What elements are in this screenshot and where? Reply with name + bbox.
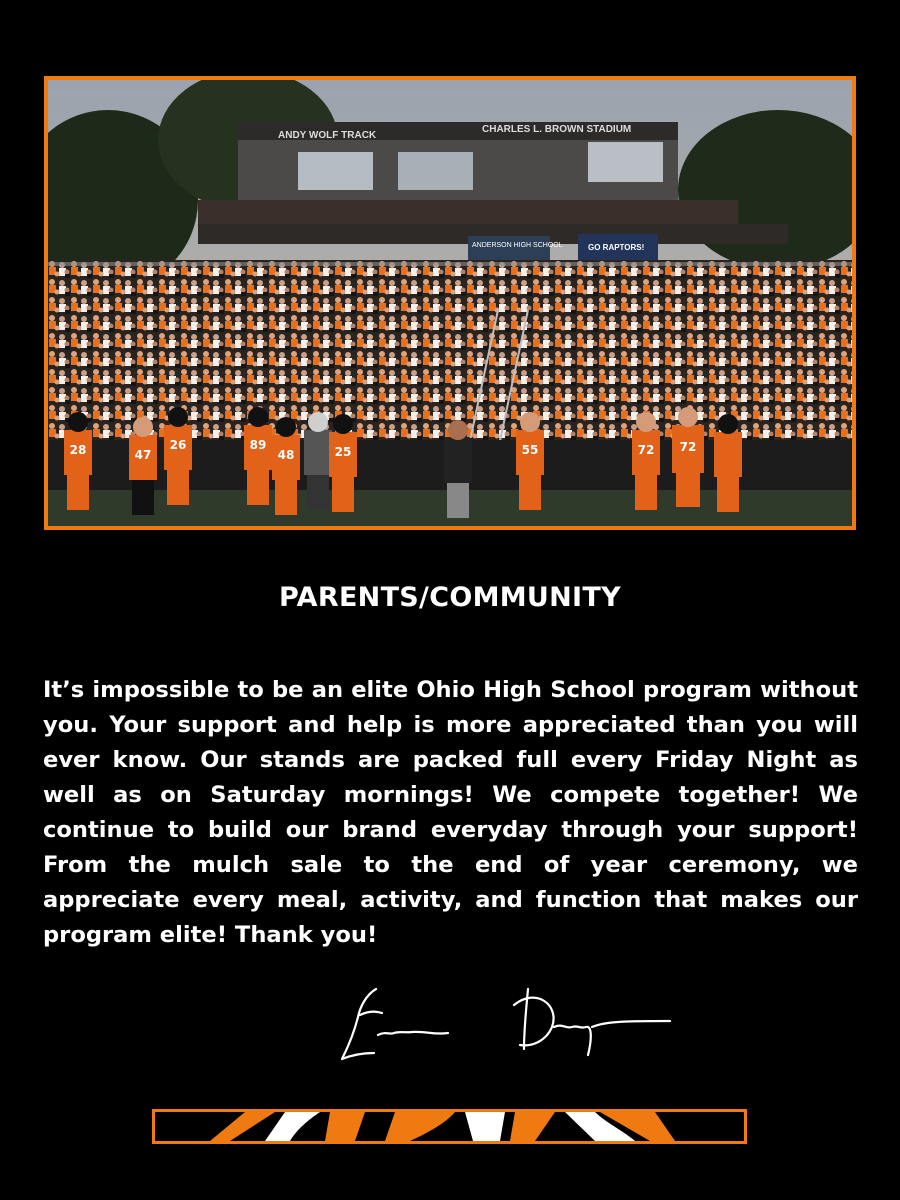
- tiger-stripe-banner: [152, 1109, 747, 1144]
- signature-icon: [330, 975, 690, 1070]
- page-title: PARENTS/COMMUNITY: [279, 582, 621, 613]
- svg-text:72: 72: [637, 443, 655, 457]
- svg-text:28: 28: [69, 443, 87, 457]
- school-sign: [468, 236, 550, 262]
- body-paragraph: It’s impossible to be an elite Ohio High School program without you. Your support and help is more appreciated than you will ever know. Our stands are packed full every Friday Night as well as on Saturday mornings! We compete together! We continue to build our brand everyday through your support! From the mulch sale to the end of year ceremony, we appreciate every meal, activity, and function that makes our program elite! Thank you!: [43, 677, 858, 948]
- svg-text:25: 25: [334, 445, 352, 459]
- svg-text:72: 72: [679, 440, 697, 454]
- svg-text:47: 47: [134, 448, 152, 462]
- svg-text:26: 26: [169, 438, 187, 452]
- svg-text:48: 48: [277, 448, 295, 462]
- svg-text:55: 55: [521, 443, 539, 457]
- svg-text:GO RAPTORS!: GO RAPTORS!: [588, 243, 645, 252]
- stadium-sign: CHARLES L. BROWN STADIUM: [482, 124, 632, 135]
- svg-text:ANDERSON HIGH SCHOOL: ANDERSON HIGH SCHOOL: [472, 242, 563, 249]
- track-sign: ANDY WOLF TRACK: [278, 130, 377, 141]
- hero-photo: [44, 76, 856, 530]
- svg-text:89: 89: [249, 438, 267, 452]
